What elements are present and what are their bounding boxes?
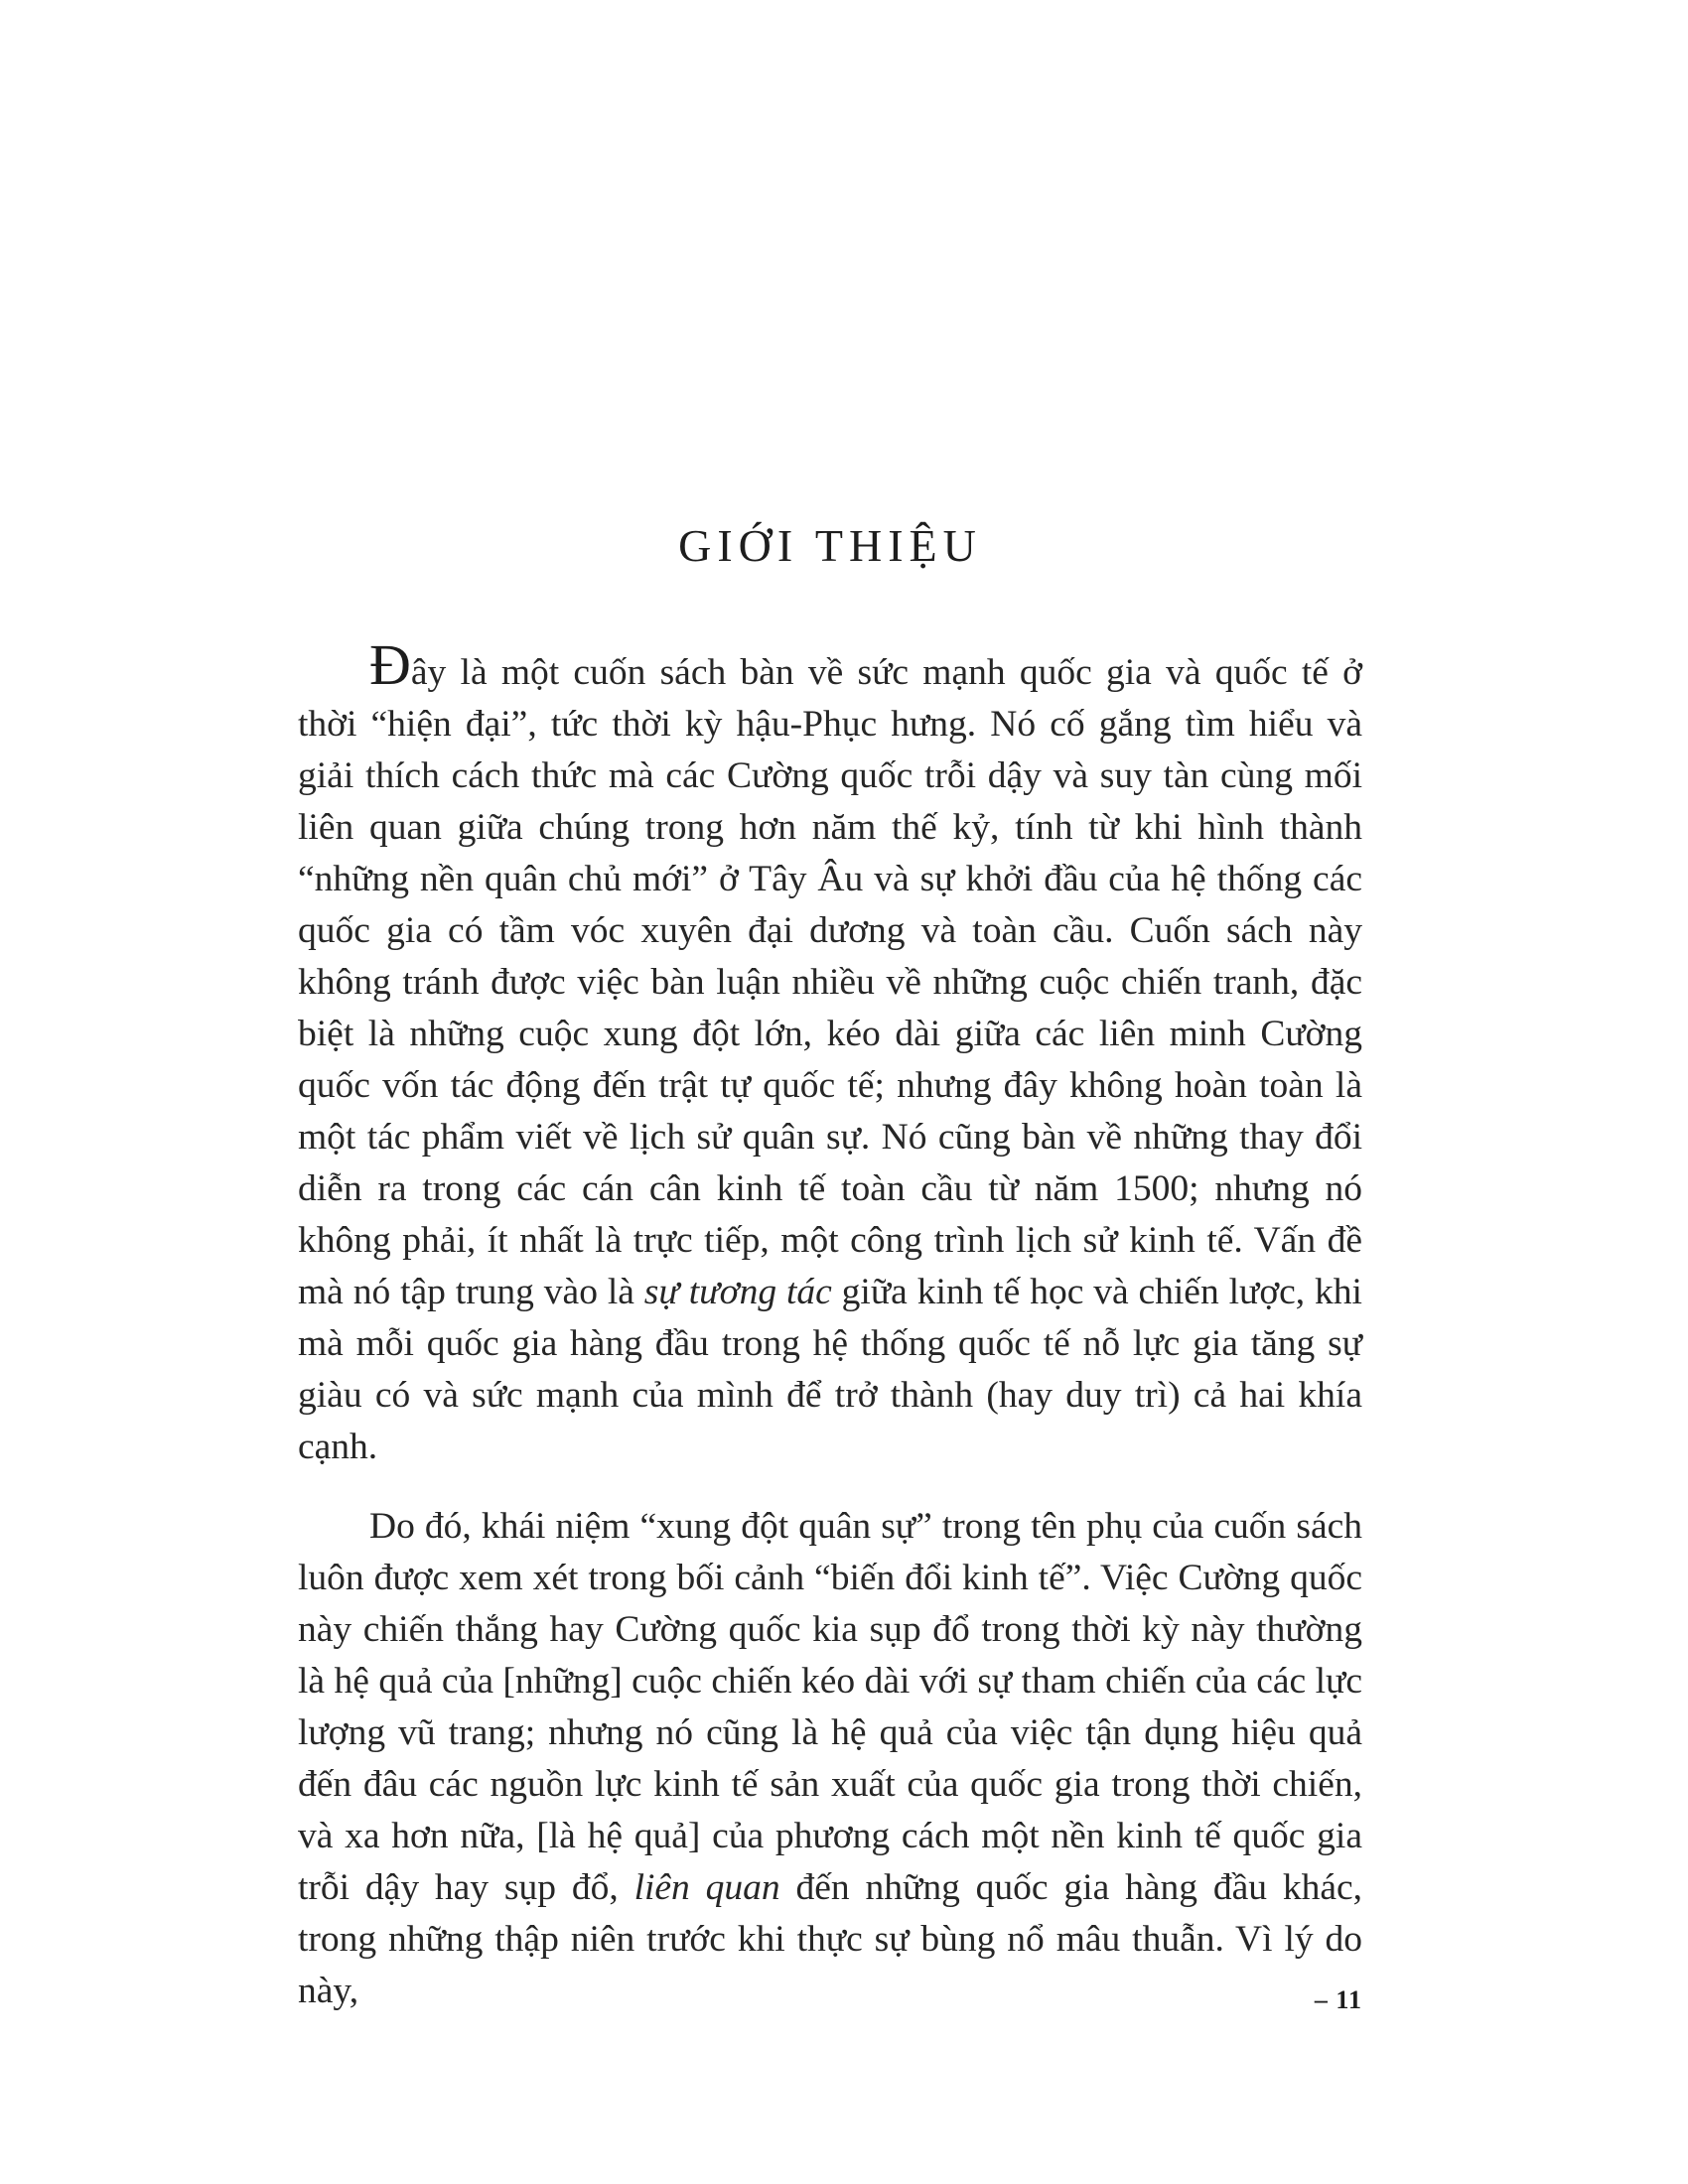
- page-number: – 11: [1314, 1985, 1362, 2014]
- paragraph-1-text: ây là một cuốn sách bàn về sức mạnh quốc gia và quốc tế ở thời “hiện đại”, tức thời kỳ hậu-Phục hưng. Nó cố gắng tìm hiểu và giải thích cách thức mà các Cường quốc trỗi dậy và suy tàn cùng mối liên quan giữa chúng trong hơn năm thế kỷ, tính từ khi hình thành “những nền quân chủ mới” ở Tây Âu và sự khởi đầu của hệ thống các quốc gia có tầm vóc xuyên đại dương và toàn cầu. Cuốn sách này không tránh được việc bàn luận nhiều về những cuộc chiến tranh, đặc biệt là những cuộc xung đột lớn, kéo dài giữa các liên minh Cường quốc vốn tác động đến trật tự quốc tế; nhưng đây không hoàn toàn là một tác phẩm viết về lịch sử quân sự. Nó cũng bàn về những thay đổi diễn ra trong các cán cân kinh tế toàn cầu từ năm 1500; nhưng nó không phải, ít nhất là trực tiếp, một công trình lịch sử kinh tế. Vấn đề mà nó tập trung vào là: [298, 652, 1362, 1312]
- paragraph-1: [298, 632, 1362, 1473]
- body-text-block: [298, 632, 1362, 2045]
- paragraph-2: [298, 1501, 1362, 2017]
- paragraph-1-italic-phrase: sự tương tác: [643, 1272, 832, 1312]
- paragraph-2-text: Do đó, khái niệm “xung đột quân sự” trong tên phụ của cuốn sách luôn được xem xét trong bối cảnh “biến đổi kinh tế”. Việc Cường quốc này chiến thắng hay Cường quốc kia sụp đổ trong thời kỳ này thường là hệ quả của [những] cuộc chiến kéo dài với sự tham chiến của các lực lượng vũ trang; nhưng nó cũng là hệ quả của việc tận dụng hiệu quả đến đâu các nguồn lực kinh tế sản xuất của quốc gia trong thời chiến, và xa hơn nữa, [là hệ quả] của phương cách một nền kinh tế quốc gia trỗi dậy hay sụp đổ,: [298, 1506, 1362, 1908]
- paragraph-1-text-end: giữa kinh tế học và chiến lược, khi mà mỗi quốc gia hàng đầu trong hệ thống quốc tế nỗ lực gia tăng sự giàu có và sức mạnh của mình để trở thành (hay duy trì) cả hai khía cạnh.: [298, 1272, 1362, 1467]
- paragraph-initial-cap: Đ: [369, 632, 411, 697]
- paragraph-2-text-end: đến những quốc gia hàng đầu khác, trong những thập niên trước khi thực sự bùng nổ mâu thuẫn. Vì lý do này,: [298, 1867, 1362, 2011]
- chapter-title: GIỚI THIỆU: [678, 519, 982, 571]
- paragraph-2-italic-phrase: liên quan: [633, 1867, 780, 1908]
